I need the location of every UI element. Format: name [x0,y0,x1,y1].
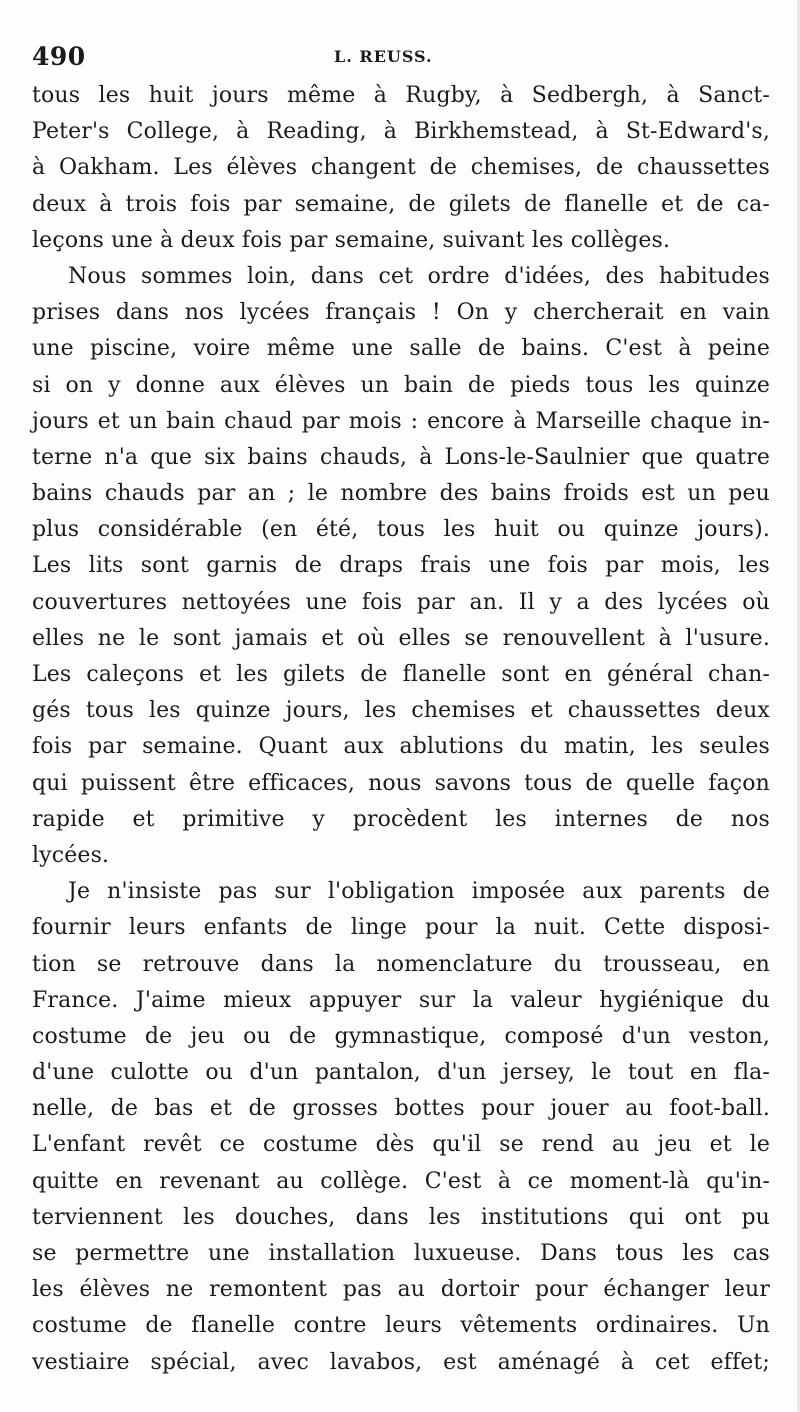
text-line: Les caleçons et les gilets de flanelle sont en général chan- [32,662,770,687]
text-line: Nous sommes loin, dans cet ordre d'idées, des habitudes [68,263,770,289]
text-line: les élèves ne remontent pas au dortoir pour échanger leur [32,1277,770,1303]
text-line: plus considérable (en été, tous les huit ou quinze jours). [32,517,770,543]
text-line: Peter's College, à Reading, à Birkhemstead, à St-Edward's, [32,119,770,145]
running-head: L. REUSS. [334,47,433,66]
text-line: une piscine, voire même une salle de bains. C'est à peine [32,336,770,362]
text-line: Je n'insiste pas sur l'obligation imposée aux parents de [68,879,770,905]
text-line: si on y donne aux élèves un bain de pieds tous les quinze [32,372,770,398]
text-line: couvertures nettoyées une fois par an. Il y a des lycées où [32,589,770,615]
text-line: quitte en revenant au collège. C'est à ce moment-là qu'in- [32,1168,770,1194]
text-line: prises dans nos lycées français ! On y chercherait en vain [32,300,770,326]
text-line: costume de jeu ou de gymnastique, composé d'un veston, [32,1023,770,1049]
text-line: bains chauds par an ; le nombre des bains froids est un peu [32,481,770,507]
page-number: 490 [32,42,86,71]
text-line: deux à trois fois par semaine, de gilets de flanelle et de ca- [32,191,770,217]
text-line: terviennent les douches, dans les institutions qui ont pu [32,1204,770,1230]
text-line: terne n'a que six bains chauds, à Lons-le-Saulnier que quatre [32,444,770,470]
text-line: lycées. [32,842,110,868]
text-line: qui puissent être efficaces, nous savons tous de quelle façon [32,770,770,796]
text-line: tous les huit jours même à Rugby, à Sedbergh, à Sanct- [32,83,770,108]
text-line: se permettre une installation luxueuse. Dans tous les cas [32,1241,770,1266]
page-header [32,40,772,76]
text-line: nelle, de bas et de grosses bottes pour jouer au foot-ball. [32,1096,770,1122]
text-line: jours et un bain chaud par mois : encore à Marseille chaque in- [32,408,770,434]
body-text [32,78,770,1381]
text-line: à Oakham. Les élèves changent de chemises, de chaussettes [32,155,770,181]
text-line: elles ne le sont jamais et où elles se renouvellent à l'usure. [32,625,770,651]
text-line: gés tous les quinze jours, les chemises et chaussettes deux [32,698,770,724]
text-line: Les lits sont garnis de draps frais une fois par mois, les [32,553,770,579]
text-line: L'enfant revêt ce costume dès qu'il se rend au jeu et le [32,1132,770,1158]
text-line: fournir leurs enfants de linge pour la nuit. Cette disposi- [32,915,770,941]
text-line: France. J'aime mieux appuyer sur la valeur hygiénique du [32,987,770,1013]
text-line: vestiaire spécial, avec lavabos, est aménagé à cet effet; [32,1349,770,1375]
text-line: fois par semaine. Quant aux ablutions du matin, les seules [32,734,770,760]
text-line: d'une culotte ou d'un pantalon, d'un jersey, le tout en fla- [32,1060,770,1086]
text-line: leçons une à deux fois par semaine, suivant les collèges. [32,227,671,253]
text-line: tion se retrouve dans la nomenclature du trousseau, en [32,951,770,977]
text-line: costume de flanelle contre leurs vêtements ordinaires. Un [32,1313,770,1339]
text-line: rapide et primitive y procèdent les internes de nos [32,806,770,832]
